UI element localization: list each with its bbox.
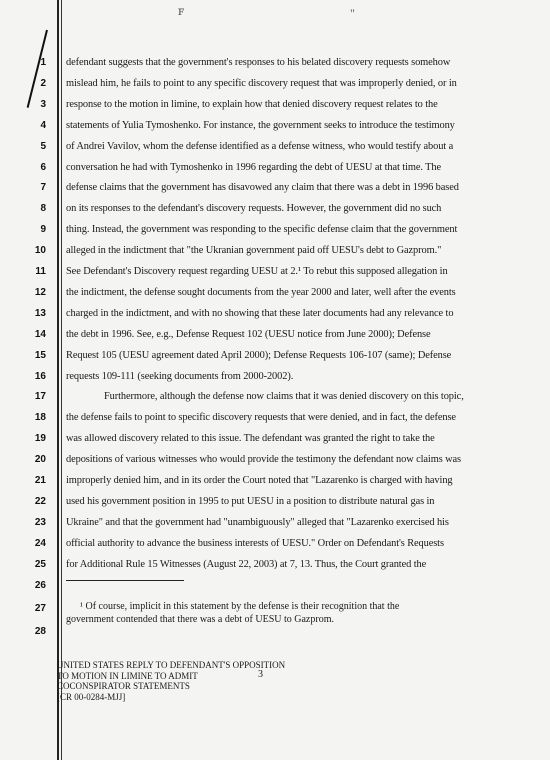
line-number: 5 [40, 140, 46, 152]
body-text-line: response to the motion in limine, to explain how that denied discovery request relates to the [66, 98, 438, 110]
line-number: 4 [40, 119, 46, 131]
line-number: 19 [34, 433, 46, 445]
line-number: 20 [34, 454, 46, 466]
footer-line-2: TO MOTION IN LIMINE TO ADMIT [57, 670, 198, 681]
body-text-line: defense claims that the government has disavowed any claim that there was a debt in 1996 based [66, 182, 459, 194]
body-text-line: defendant suggests that the government's responses to his belated discovery requests somehow [66, 57, 451, 68]
handwritten-slash-mark [27, 30, 48, 108]
body-text-line: thing. Instead, the government was responding to the specific defense claim that the government [66, 224, 458, 236]
line-number: 17 [34, 391, 46, 403]
body-text-line: Furthermore, although the defense now claims that it was denied discovery on this topic, [104, 391, 464, 403]
body-text-line: Request 105 (UESU agreement dated April 2000); Defense Requests 106-107 (same); Defense [66, 349, 452, 361]
body-text-line: Ukraine" and that the government had "unambiguously" alleged that "Lazarenko exercised his [66, 516, 449, 528]
line-number: 15 [34, 349, 46, 361]
body-text-line: conversation he had with Tymoshenko in 1996 regarding the debt of UESU at that time. The [66, 161, 442, 173]
footnote-line-2: government contended that there was a debt of UESU to Gazprom. [66, 614, 334, 625]
body-text-line: charged in the indictment, and with no showing that these later documents had any relevance to [66, 307, 454, 319]
line-number: 11 [35, 266, 46, 277]
line-number: 7 [40, 182, 46, 194]
page-number: 3 [258, 669, 263, 680]
footer-line-3: COCONSPIRATOR STATEMENTS [57, 681, 190, 691]
footer-line-4: [CR 00-0284-MJJ] [57, 691, 126, 702]
line-number: 24 [34, 537, 46, 549]
body-text-line: depositions of various witnesses who would provide the testimony the defendant now claims was [66, 454, 462, 466]
body-text-line: mislead him, he fails to point to any specific discovery request that was improperly denied, or in [66, 77, 457, 89]
top-left-scribble: ꜰ [178, 4, 185, 18]
body-text-line: See Defendant's Discovery request regarding UESU at 2.¹ To rebut this supposed allegation in [66, 266, 448, 277]
line-number: 10 [34, 245, 46, 257]
body-text-line: for Additional Rule 15 Witnesses (August 22, 2003) at 7, 13. Thus, the Court granted the [66, 558, 427, 570]
line-number: 12 [34, 286, 46, 298]
line-number: 21 [34, 475, 46, 486]
body-text-line: was allowed discovery related to this issue. The defendant was granted the right to take the [66, 433, 435, 445]
line-number: 8 [40, 203, 46, 215]
line-number: 1 [40, 57, 46, 68]
body-text-line: the debt in 1996. See, e.g., Defense Request 102 (UESU notice from June 2000); Defense [66, 328, 431, 340]
line-number: 18 [34, 412, 46, 424]
body-text-line: improperly denied him, and in its order the Court noted that "Lazarenko is charged with having [66, 475, 453, 486]
line-number: 13 [34, 307, 46, 319]
line-number: 25 [34, 558, 46, 570]
body-text-line: requests 109-111 (seeking documents from 2000-2002). [66, 370, 294, 382]
body-text-line: of Andrei Vavilov, whom the defense identified as a defense witness, who would testify about a [66, 140, 454, 152]
body-text-line: statements of Yulia Tymoshenko. For instance, the government seeks to introduce the testimony [66, 119, 455, 131]
line-number: 16 [34, 370, 46, 382]
line-number: 27 [34, 603, 46, 614]
document-footer [57, 660, 285, 702]
body-text-line: on its responses to the defendant's discovery requests. However, the government did no such [66, 203, 442, 215]
line-number: 3 [40, 98, 46, 110]
top-right-scribble: " [350, 6, 355, 20]
body-text-line: alleged in the indictment that "the Ukranian government paid off UESU's debt to Gazprom." [66, 245, 442, 257]
body-text-line: official authority to advance the business interests of UESU." Order on Defendant's Requests [66, 537, 444, 549]
line-number: 2 [40, 77, 46, 89]
line-number: 28 [34, 626, 46, 637]
body-text-line: the defense fails to point to specific discovery requests that were denied, and in fact, the defense [66, 412, 456, 424]
body-text-line: the indictment, the defense sought documents from the year 2000 and later, well after the events [66, 286, 456, 298]
line-number: 23 [34, 516, 46, 528]
line-number: 6 [40, 161, 46, 173]
left-margin-rule [57, 0, 59, 760]
footer-line-1: UNITED STATES REPLY TO DEFENDANT'S OPPOSITION [57, 660, 286, 670]
footnote-rule [66, 580, 184, 581]
line-number: 26 [34, 580, 46, 591]
line-number: 9 [40, 224, 46, 236]
body-text-line: used his government position in 1995 to put UESU in a position to distribute natural gas in [66, 495, 435, 507]
footnote-line-1: ¹ Of course, implicit in this statement by the defense is their recognition that the [80, 601, 400, 612]
line-number: 14 [34, 328, 46, 340]
left-margin-rule-inner [61, 0, 62, 760]
line-number: 22 [34, 495, 46, 507]
